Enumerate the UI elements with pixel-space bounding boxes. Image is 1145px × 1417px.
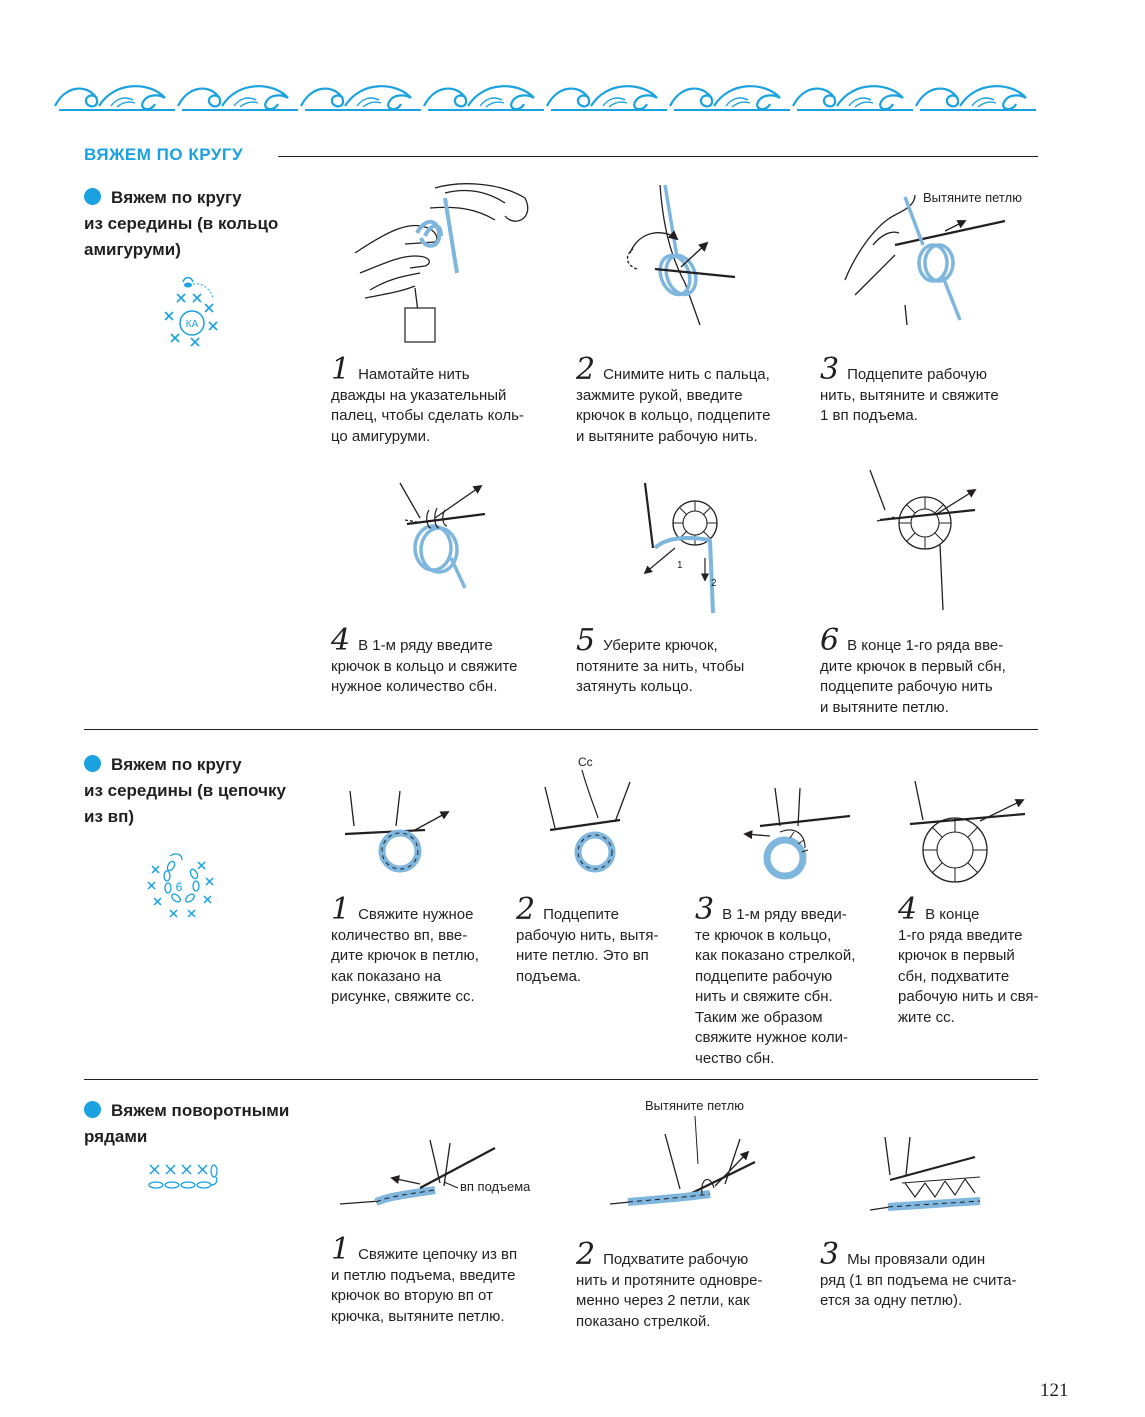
section-divider <box>84 1079 1038 1080</box>
page-title: ВЯЖЕМ ПО КРУГУ <box>84 145 244 164</box>
magic-ring-symbol-icon <box>155 276 230 356</box>
illustration-first-row <box>860 1135 985 1220</box>
s2-step2-text: 2 Подцепите рабочую нить, вытя- ните петлю. Это вп подъема. <box>516 892 659 985</box>
illustration-foundation-chain <box>340 1138 540 1218</box>
illustration-tighten-ring <box>625 478 735 618</box>
illustration-single-crochet <box>740 786 855 886</box>
section3-title-line2: рядами <box>84 1127 148 1146</box>
chain-ring-symbol-icon <box>146 852 226 924</box>
magic-ring-label: КА <box>185 319 199 330</box>
s1-step4-text: 4 В 1-м ряду введите крючок в кольцо и свяжите нужное количество сбн. <box>331 623 518 695</box>
section1-title-line3: амигуруми) <box>84 240 181 259</box>
arrow-label-1: 1 <box>677 560 683 571</box>
s2-step1-text: 1 Свяжите нужное количество вп, вве- дите крючок в петлю, как показано на рисунке, свяжите сс. <box>331 892 479 1005</box>
section2-title-line3: из вп) <box>84 807 135 826</box>
step-number: 3 <box>695 892 715 927</box>
step-number: 2 <box>576 352 596 387</box>
illustration-pull-loop <box>835 185 1045 330</box>
label-pull-loop-2: Вытяните петлю <box>645 1098 744 1113</box>
label-pull-loop: Вытяните петлю <box>923 190 1022 205</box>
section2-title-line1: Вяжем по кругу <box>111 755 242 774</box>
s1-step2-text: 2 Снимите нить с пальца, зажмите рукой, введите крючок в кольцо, подцепите и вытяните рабочую нить. <box>576 352 771 445</box>
step-number: 4 <box>331 623 351 658</box>
section1-title-line2: из середины (в кольцо <box>84 214 279 233</box>
section2-title-line2: из середины (в цепочку <box>84 781 286 800</box>
page-number: 121 <box>1040 1380 1069 1401</box>
illustration-chain-join <box>340 786 455 881</box>
section3-heading <box>84 1098 289 1150</box>
s1-step5-text: 5 Уберите крючок, потяните за нить, чтобы затянуть кольцо. <box>576 623 745 695</box>
step-number: 1 <box>331 352 351 387</box>
s2-step4-text: 4 В конце 1-го ряда введите крючок в первый сбн, подхватите рабочую нить и свя- жите сс. <box>898 892 1039 1026</box>
decorative-ornament-band <box>55 74 1040 118</box>
s1-step6-text: 6 В конце 1-го ряда вве- дите крючок в первый сбн, подцепите рабочую нить и вытяните петлю. <box>820 623 1006 716</box>
illustration-close-round <box>905 776 1030 891</box>
illustration-slip-stitch <box>540 752 650 882</box>
step-number: 2 <box>576 1237 596 1272</box>
step-number: 4 <box>898 892 918 927</box>
illustration-wrap-finger <box>345 178 545 343</box>
illustration-first-round <box>395 478 495 593</box>
turning-rows-symbol-icon <box>146 1163 226 1193</box>
section1-heading <box>84 185 278 263</box>
bullet-dot-icon <box>84 755 101 772</box>
label-slip-stitch: Сс <box>578 755 593 769</box>
s3-step1-text: 1 Свяжите цепочку из вп и петлю подъема, введите крючок во вторую вп от крючка, вытяните петлю. <box>331 1232 518 1325</box>
s1-step1-text: 1 Намотайте нить дважды на указательный палец, чтобы сделать коль- цо амигуруми. <box>331 352 524 445</box>
step-number: 3 <box>820 352 840 387</box>
s1-step3-text: 3 Подцепите рабочую нить, вытяните и свяжите 1 вп подъема. <box>820 352 999 424</box>
section3-title-line1: Вяжем поворотными <box>111 1101 290 1120</box>
illustration-insert-hook <box>615 185 745 330</box>
section-divider <box>84 729 1038 730</box>
section2-heading <box>84 752 286 830</box>
illustration-pull-through <box>610 1094 785 1214</box>
step-number: 6 <box>820 623 840 658</box>
step-number: 1 <box>331 892 351 927</box>
bullet-dot-icon <box>84 1101 101 1118</box>
step-number: 2 <box>516 892 536 927</box>
s3-step2-text: 2 Подхватите рабочую нить и протяните одновре- менно через 2 петли, как показано стрелкой. <box>576 1237 763 1330</box>
illustration-close-ring <box>865 465 985 615</box>
section1-title-line1: Вяжем по кругу <box>111 188 242 207</box>
step-number: 3 <box>820 1237 840 1272</box>
arrow-label-2: 2 <box>711 578 717 589</box>
step-number: 1 <box>331 1232 351 1267</box>
chain-ring-label: 6 <box>175 880 183 894</box>
label-turning-chain: вп подъема <box>460 1179 531 1194</box>
title-rule <box>278 156 1038 157</box>
bullet-dot-icon <box>84 188 101 205</box>
step-number: 5 <box>576 623 596 658</box>
s3-step3-text: 3 Мы провязали один ряд (1 вп подъема не счита- ется за одну петлю). <box>820 1237 1017 1309</box>
s2-step3-text: 3 В 1-м ряду введи- те крючок в кольцо, как показано стрелкой, подцепите рабочую нить и свяжите сбн. Таким же образом свяжите нужное коли- чество сбн. <box>695 892 856 1067</box>
